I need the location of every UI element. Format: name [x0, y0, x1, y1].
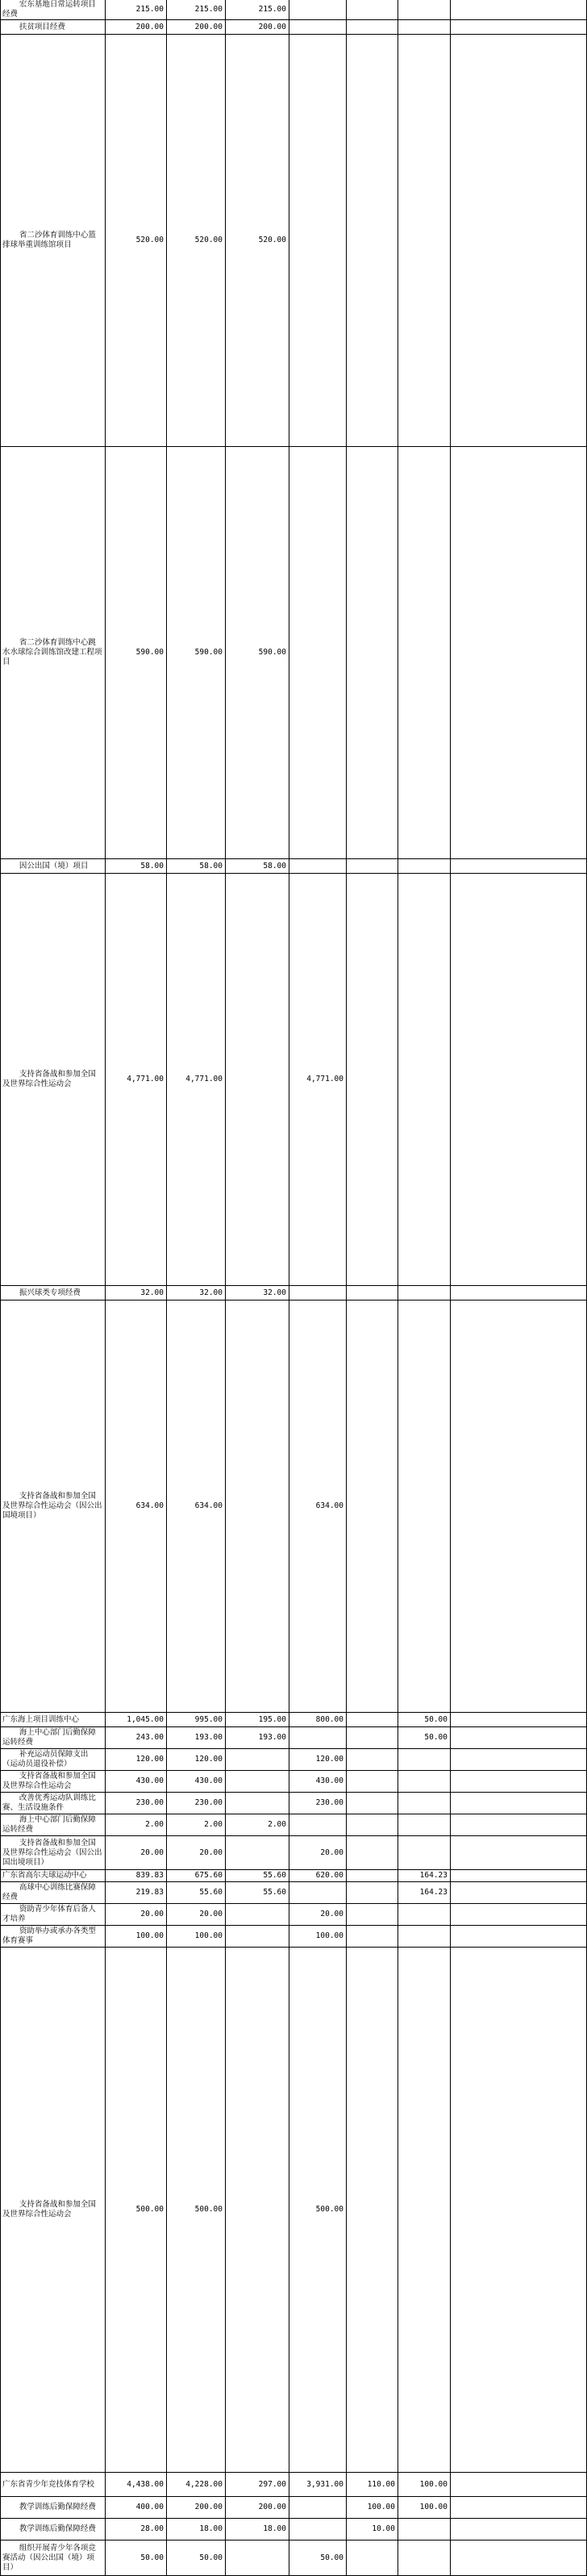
- table-row: [1, 1301, 587, 1713]
- item-name: 支持省备战和参加全国及世界综合性运动会: [1, 1771, 106, 1793]
- amount-c5: [398, 447, 451, 859]
- amount-total: 200.00: [106, 20, 167, 35]
- amount-c6: [451, 1727, 587, 1749]
- table-row: [1, 1793, 587, 1814]
- amount-c2: 18.00: [226, 2519, 289, 2541]
- amount-c5: [398, 1286, 451, 1301]
- item-name: 广东海上项目训练中心: [1, 1713, 106, 1727]
- item-name: 资助举办或承办各类型体育赛事: [1, 1926, 106, 1948]
- amount-c6: [451, 1286, 587, 1301]
- amount-c4: [347, 874, 398, 1286]
- amount-c2: 297.00: [226, 2473, 289, 2497]
- amount-total: 230.00: [106, 1793, 167, 1814]
- amount-c4: [347, 1870, 398, 1882]
- item-name: 海上中心部门后勤保障运转经费: [1, 1727, 106, 1749]
- table-row: [1, 1749, 587, 1771]
- amount-c1: 58.00: [167, 859, 226, 874]
- amount-c5: [398, 35, 451, 447]
- table-row: [1, 0, 587, 20]
- amount-c4: [347, 35, 398, 447]
- amount-c3: 100.00: [289, 1926, 347, 1948]
- amount-c4: [347, 20, 398, 35]
- amount-c1: 2.00: [167, 1814, 226, 1836]
- amount-c4: [347, 1286, 398, 1301]
- amount-c3: 430.00: [289, 1771, 347, 1793]
- amount-c2: 193.00: [226, 1727, 289, 1749]
- amount-c6: [451, 2473, 587, 2497]
- table-row: [1, 2473, 587, 2497]
- amount-total: 2.00: [106, 1814, 167, 1836]
- amount-c3: [289, 0, 347, 20]
- item-name: 改善优秀运动队训练比赛、生活设施条件: [1, 1793, 106, 1814]
- amount-c3: [289, 2519, 347, 2541]
- amount-c4: [347, 1882, 398, 1904]
- table-row: [1, 20, 587, 35]
- amount-c1: 4,228.00: [167, 2473, 226, 2497]
- amount-c1: 18.00: [167, 2519, 226, 2541]
- amount-c5: [398, 1771, 451, 1793]
- amount-c1: 193.00: [167, 1727, 226, 1749]
- amount-total: 58.00: [106, 859, 167, 874]
- item-name: 振兴球类专项经费: [1, 1286, 106, 1301]
- amount-c2: [226, 1749, 289, 1771]
- amount-c5: [398, 1814, 451, 1836]
- amount-c2: 520.00: [226, 35, 289, 447]
- amount-c1: 120.00: [167, 1749, 226, 1771]
- amount-c3: [289, 1814, 347, 1836]
- amount-c3: 20.00: [289, 1836, 347, 1870]
- amount-c4: [347, 1904, 398, 1926]
- amount-c3: 50.00: [289, 2541, 347, 2576]
- amount-c5: 100.00: [398, 2497, 451, 2519]
- amount-c1: 32.00: [167, 1286, 226, 1301]
- table-row: [1, 859, 587, 874]
- amount-c2: 55.60: [226, 1882, 289, 1904]
- amount-c3: [289, 1727, 347, 1749]
- amount-c3: [289, 35, 347, 447]
- amount-c2: 195.00: [226, 1713, 289, 1727]
- item-name: 支持省备战和参加全国及世界综合性运动会（因公出国出境项目）: [1, 1836, 106, 1870]
- amount-c3: [289, 20, 347, 35]
- amount-c4: [347, 859, 398, 874]
- amount-c2: 58.00: [226, 859, 289, 874]
- amount-c6: [451, 2497, 587, 2519]
- amount-c3: 230.00: [289, 1793, 347, 1814]
- table-row: [1, 2497, 587, 2519]
- item-name: 宏东基地日常运转项目经费: [1, 0, 106, 20]
- amount-c1: 675.60: [167, 1870, 226, 1882]
- amount-c1: 50.00: [167, 2541, 226, 2576]
- amount-c5: [398, 1948, 451, 2473]
- item-name: 海上中心部门后勤保障运转经费: [1, 1814, 106, 1836]
- amount-total: 634.00: [106, 1301, 167, 1713]
- amount-c5: [398, 1793, 451, 1814]
- amount-c6: [451, 1793, 587, 1814]
- amount-c2: 55.60: [226, 1870, 289, 1882]
- item-name: 省二沙体育训练中心跳水水球综合训练馆改建工程项目: [1, 447, 106, 859]
- amount-c1: 430.00: [167, 1771, 226, 1793]
- amount-c5: [398, 1749, 451, 1771]
- amount-total: 430.00: [106, 1771, 167, 1793]
- amount-total: 32.00: [106, 1286, 167, 1301]
- amount-total: 219.83: [106, 1882, 167, 1904]
- amount-c1: 55.60: [167, 1882, 226, 1904]
- amount-c3: 120.00: [289, 1749, 347, 1771]
- amount-c3: [289, 2497, 347, 2519]
- item-name: 教学训练后勤保障经费: [1, 2497, 106, 2519]
- amount-c3: [289, 447, 347, 859]
- amount-total: 100.00: [106, 1926, 167, 1948]
- amount-c4: [347, 447, 398, 859]
- amount-c6: [451, 1836, 587, 1870]
- amount-c6: [451, 1301, 587, 1713]
- amount-total: 20.00: [106, 1904, 167, 1926]
- amount-c1: 4,771.00: [167, 874, 226, 1286]
- amount-c6: [451, 2541, 587, 2576]
- amount-c2: [226, 874, 289, 1286]
- amount-c2: 2.00: [226, 1814, 289, 1836]
- amount-c2: [226, 1926, 289, 1948]
- amount-c3: 3,931.00: [289, 2473, 347, 2497]
- item-name: 组织开展青少年各项竞赛活动（因公出国（境）项目）: [1, 2541, 106, 2576]
- table-row: [1, 1836, 587, 1870]
- amount-c2: [226, 2541, 289, 2576]
- amount-c2: 200.00: [226, 20, 289, 35]
- item-name: 扶贫项目经费: [1, 20, 106, 35]
- amount-c3: 4,771.00: [289, 874, 347, 1286]
- amount-c2: [226, 1836, 289, 1870]
- amount-c5: [398, 1926, 451, 1948]
- table-row: [1, 1713, 587, 1727]
- amount-c1: 520.00: [167, 35, 226, 447]
- amount-c6: [451, 2519, 587, 2541]
- amount-c2: [226, 1793, 289, 1814]
- amount-c5: [398, 0, 451, 20]
- amount-c3: [289, 1882, 347, 1904]
- amount-c4: [347, 1301, 398, 1713]
- amount-c4: [347, 1948, 398, 2473]
- amount-c1: 634.00: [167, 1301, 226, 1713]
- table-row: [1, 1948, 587, 2473]
- table-row: [1, 1771, 587, 1793]
- amount-c6: [451, 1814, 587, 1836]
- amount-total: 4,438.00: [106, 2473, 167, 2497]
- amount-c1: 215.00: [167, 0, 226, 20]
- item-name: 广东省高尔夫球运动中心: [1, 1870, 106, 1882]
- amount-c4: [347, 1926, 398, 1948]
- amount-c2: [226, 1904, 289, 1926]
- amount-c6: [451, 0, 587, 20]
- amount-c6: [451, 447, 587, 859]
- table-row: [1, 1727, 587, 1749]
- amount-total: 520.00: [106, 35, 167, 447]
- amount-c3: 500.00: [289, 1948, 347, 2473]
- table-row: [1, 1904, 587, 1926]
- table-row: [1, 2519, 587, 2541]
- table-row: [1, 1882, 587, 1904]
- amount-total: 839.83: [106, 1870, 167, 1882]
- item-name: 教学训练后勤保障经费: [1, 2519, 106, 2541]
- amount-c3: 20.00: [289, 1904, 347, 1926]
- amount-c5: 100.00: [398, 2473, 451, 2497]
- amount-c6: [451, 859, 587, 874]
- amount-c6: [451, 1882, 587, 1904]
- item-name: 补充运动员保障支出（运动员退役补偿）: [1, 1749, 106, 1771]
- table-row: [1, 447, 587, 859]
- amount-c4: [347, 1771, 398, 1793]
- amount-total: 500.00: [106, 1948, 167, 2473]
- budget-table-body: [1, 0, 587, 2576]
- amount-total: 1,045.00: [106, 1713, 167, 1727]
- amount-c3: 800.00: [289, 1713, 347, 1727]
- amount-c5: 164.23: [398, 1882, 451, 1904]
- amount-c5: [398, 874, 451, 1286]
- amount-c5: [398, 1836, 451, 1870]
- amount-c1: 200.00: [167, 2497, 226, 2519]
- amount-c3: [289, 1286, 347, 1301]
- amount-c5: 164.23: [398, 1870, 451, 1882]
- table-row: [1, 1870, 587, 1882]
- item-name: 支持省备战和参加全国及世界综合性运动会: [1, 1948, 106, 2473]
- amount-c5: [398, 2541, 451, 2576]
- amount-c5: [398, 1301, 451, 1713]
- amount-c2: [226, 1948, 289, 2473]
- amount-c3: 634.00: [289, 1301, 347, 1713]
- amount-c4: [347, 0, 398, 20]
- amount-c3: [289, 859, 347, 874]
- amount-total: 20.00: [106, 1836, 167, 1870]
- amount-c1: 995.00: [167, 1713, 226, 1727]
- amount-c6: [451, 1771, 587, 1793]
- amount-c6: [451, 1948, 587, 2473]
- amount-c1: 590.00: [167, 447, 226, 859]
- amount-c4: 100.00: [347, 2497, 398, 2519]
- amount-c1: 500.00: [167, 1948, 226, 2473]
- amount-c2: 200.00: [226, 2497, 289, 2519]
- amount-c2: 215.00: [226, 0, 289, 20]
- amount-total: 400.00: [106, 2497, 167, 2519]
- amount-c5: [398, 20, 451, 35]
- amount-c5: 50.00: [398, 1727, 451, 1749]
- amount-c6: [451, 20, 587, 35]
- item-name: 省二沙体育训练中心篮排球举重训练馆项目: [1, 35, 106, 447]
- amount-c4: [347, 1749, 398, 1771]
- amount-c2: [226, 1771, 289, 1793]
- amount-total: 4,771.00: [106, 874, 167, 1286]
- amount-c4: 110.00: [347, 2473, 398, 2497]
- amount-c6: [451, 1904, 587, 1926]
- table-row: [1, 1814, 587, 1836]
- amount-c4: [347, 1836, 398, 1870]
- amount-c1: 230.00: [167, 1793, 226, 1814]
- table-row: [1, 1286, 587, 1301]
- amount-c5: 50.00: [398, 1713, 451, 1727]
- amount-total: 215.00: [106, 0, 167, 20]
- item-name: 支持省备战和参加全国及世界综合性运动会: [1, 874, 106, 1286]
- amount-total: 120.00: [106, 1749, 167, 1771]
- amount-c1: 100.00: [167, 1926, 226, 1948]
- amount-c6: [451, 1749, 587, 1771]
- amount-c1: 200.00: [167, 20, 226, 35]
- item-name: 因公出国（境）项目: [1, 859, 106, 874]
- amount-c3: 620.00: [289, 1870, 347, 1882]
- item-name: 广东省青少年竞技体育学校: [1, 2473, 106, 2497]
- amount-c1: 20.00: [167, 1836, 226, 1870]
- amount-c6: [451, 874, 587, 1286]
- amount-c4: [347, 2541, 398, 2576]
- amount-total: 243.00: [106, 1727, 167, 1749]
- amount-c6: [451, 1713, 587, 1727]
- table-row: [1, 35, 587, 447]
- amount-total: 50.00: [106, 2541, 167, 2576]
- amount-c4: [347, 1793, 398, 1814]
- amount-c5: [398, 859, 451, 874]
- amount-c4: 10.00: [347, 2519, 398, 2541]
- item-name: 高球中心训练比赛保障经费: [1, 1882, 106, 1904]
- amount-c2: 32.00: [226, 1286, 289, 1301]
- item-name: 支持省备战和参加全国及世界综合性运动会（因公出国境项目）: [1, 1301, 106, 1713]
- amount-c6: [451, 35, 587, 447]
- amount-c4: [347, 1814, 398, 1836]
- amount-total: 28.00: [106, 2519, 167, 2541]
- item-name: 资助青少年体育后备人才培养: [1, 1904, 106, 1926]
- amount-c2: [226, 1301, 289, 1713]
- amount-c6: [451, 1926, 587, 1948]
- amount-c5: [398, 2519, 451, 2541]
- amount-c4: [347, 1727, 398, 1749]
- table-row: [1, 874, 587, 1286]
- amount-c4: [347, 1713, 398, 1727]
- amount-c1: 20.00: [167, 1904, 226, 1926]
- amount-c6: [451, 1870, 587, 1882]
- amount-c2: 590.00: [226, 447, 289, 859]
- table-row: [1, 1926, 587, 1948]
- amount-total: 590.00: [106, 447, 167, 859]
- table-row: [1, 2541, 587, 2576]
- amount-c5: [398, 1904, 451, 1926]
